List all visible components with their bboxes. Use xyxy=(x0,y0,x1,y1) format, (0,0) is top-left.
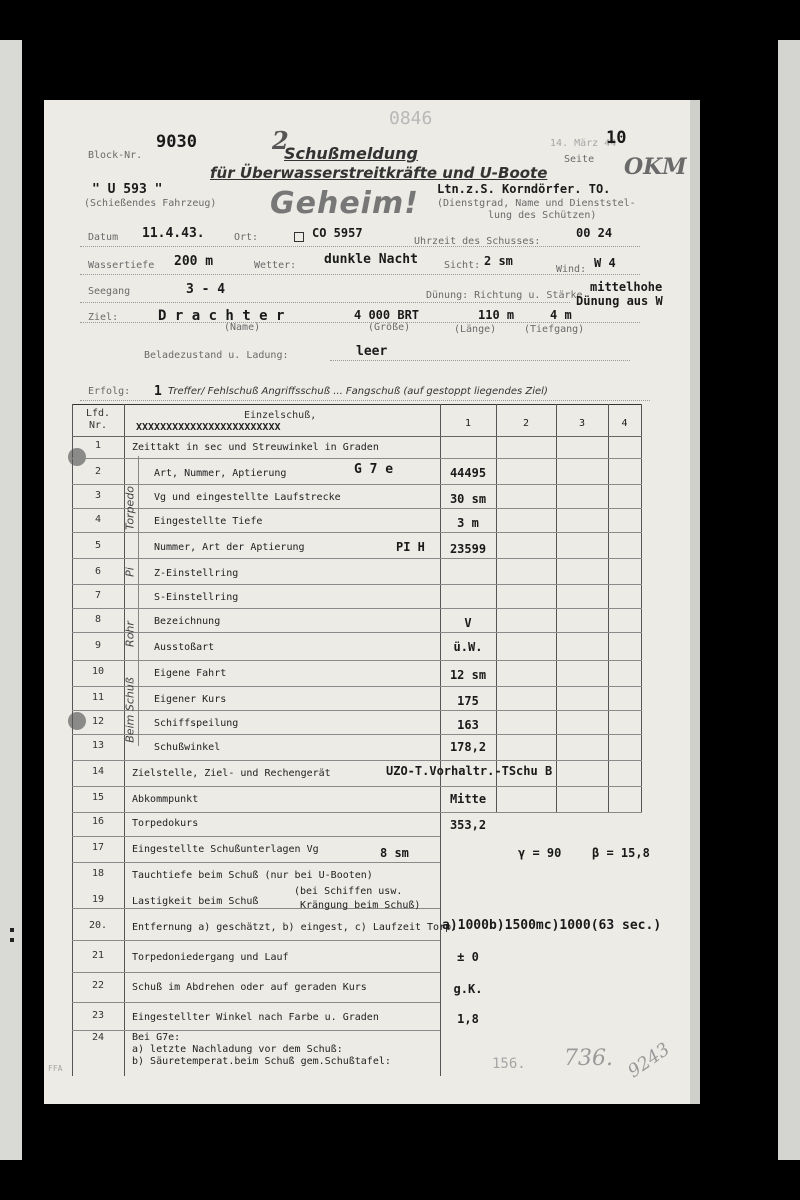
shooter-name: Ltn.z.S. Korndörfer. TO. xyxy=(437,182,611,196)
col-desc-header-1: Einzelschuß, xyxy=(244,410,317,421)
row-label: Lastigkeit beim Schuß xyxy=(132,896,259,907)
row-number: 18 xyxy=(91,868,105,879)
erfolg-options: Treffer/ Fehlschuß Angriffsschuß ... Fangschuß (auf gestoppt liegendes Ziel) xyxy=(168,386,548,397)
row-value: 175 xyxy=(457,694,479,708)
datum-label: Datum xyxy=(88,232,119,243)
ziel-laenge: 110 m xyxy=(478,308,515,322)
row-divider xyxy=(72,836,440,837)
row-divider xyxy=(72,734,642,735)
form-subtitle: für Überwasserstreitkräfte und U-Boote xyxy=(210,164,548,182)
row-number: 17 xyxy=(91,842,105,853)
col-desc-header-2: XXXXXXXXXXXXXXXXXXXXXXXX xyxy=(136,422,281,433)
row-label: Z-Einstellring xyxy=(154,568,239,579)
group-label-beim-schuss: Beim Schuß xyxy=(123,677,137,743)
row-label: Abkommpunkt xyxy=(132,794,199,805)
row-label: Eigene Fahrt xyxy=(154,668,227,679)
row-label: Tauchtiefe beim Schuß (nur bei U-Booten) xyxy=(132,870,373,881)
row-number: 24 xyxy=(91,1032,105,1043)
ziel-tiefgang: 4 m xyxy=(550,308,572,322)
ort-value: CO 5957 xyxy=(312,226,363,240)
vessel-name: " U 593 " xyxy=(92,182,163,197)
row-divider xyxy=(72,484,642,485)
row-label: Ausstoßart xyxy=(154,642,215,653)
film-strip-right xyxy=(778,40,800,1160)
row-label: Zielstelle, Ziel- und Rechengerät xyxy=(132,768,331,779)
ziel-name-label: (Name) xyxy=(224,322,261,333)
row-label: Eingestellte Tiefe xyxy=(154,516,263,527)
row-value: 12 sm xyxy=(449,668,487,682)
row-value: ± 0 xyxy=(457,950,479,964)
row-divider xyxy=(72,584,642,585)
row-number: 21 xyxy=(91,950,105,961)
row-number: 9 xyxy=(94,640,102,651)
row-number: 12 xyxy=(91,716,105,727)
row-label: Eingestellte Schußunterlagen Vg xyxy=(132,844,319,855)
row-value: 178,2 xyxy=(449,740,487,754)
row-number: 20. xyxy=(88,920,108,931)
okm-mark: OKM xyxy=(624,154,687,180)
wetter-label: Wetter: xyxy=(254,260,297,271)
duenung-label: Dünung: Richtung u. Stärke xyxy=(426,290,583,301)
row-divider xyxy=(72,1002,440,1003)
received-stamp: 14. März 44 xyxy=(550,138,617,149)
row-label: Torpedoniedergang und Lauf xyxy=(132,952,289,963)
document-page xyxy=(44,100,700,1104)
row-value: 30 sm xyxy=(449,492,487,506)
row-number: 3 xyxy=(94,490,102,501)
row-divider xyxy=(72,1030,440,1031)
seegang-value: 3 - 4 xyxy=(186,282,226,297)
ort-label: Ort: xyxy=(234,232,259,243)
wind-value: W 4 xyxy=(594,256,616,270)
col-nr-header-1: Lfd. xyxy=(85,408,111,419)
handwritten-two: 2 xyxy=(272,126,289,155)
shooter-label-1: (Dienstgrad, Name und Dienststel- xyxy=(437,198,636,209)
ziel-name: D r a c h t e r xyxy=(158,308,285,324)
ziel-groesse-label: (Größe) xyxy=(368,322,411,333)
row-extra: UZO-T.Vorhaltr.-TSchu B xyxy=(386,764,553,778)
row-divider xyxy=(72,812,642,813)
row-label: Bei G7e: xyxy=(132,1032,181,1043)
handwritten-736: 736. xyxy=(564,1046,613,1071)
seegang-label: Seegang xyxy=(88,286,131,297)
ort-box xyxy=(294,232,304,242)
dotted-line xyxy=(80,246,640,247)
sicht-value: 2 sm xyxy=(484,254,513,268)
row-number: 16 xyxy=(91,816,105,827)
row-label: Schiffspeilung xyxy=(154,718,239,729)
row-label-b1: a) letzte Nachladung vor dem Schuß: xyxy=(132,1044,343,1055)
wind-label: Wind: xyxy=(556,264,587,275)
row-divider xyxy=(72,608,642,609)
ziel-groesse: 4 000 BRT xyxy=(354,308,420,322)
row-divider xyxy=(72,532,642,533)
row-divider xyxy=(72,786,642,787)
film-mark xyxy=(10,938,14,942)
row-divider xyxy=(72,940,440,941)
erfolg-count: 1 xyxy=(154,384,162,399)
row-divider xyxy=(72,972,440,973)
row-label: Nummer, Art der Aptierung xyxy=(154,542,305,553)
row-divider xyxy=(72,710,642,711)
row-label-b1: (bei Schiffen usw. xyxy=(294,886,403,897)
row-value: V xyxy=(464,616,472,630)
vessel-name-label: (Schießendes Fahrzeug) xyxy=(84,198,217,209)
form-title: Schußmeldung xyxy=(284,144,418,163)
stamp-number: 0846 xyxy=(389,108,433,129)
erfolg-label: Erfolg: xyxy=(88,386,131,397)
row-label-b2: Krängung beim Schuß) xyxy=(300,900,421,911)
row-number: 1 xyxy=(94,440,102,451)
row-value: 163 xyxy=(457,718,479,732)
page-edge xyxy=(690,100,700,1104)
row-number: 13 xyxy=(91,740,105,751)
col-2-header: 2 xyxy=(522,418,530,429)
row-label: Vg und eingestellte Laufstrecke xyxy=(154,492,341,503)
row-number: 6 xyxy=(94,566,102,577)
row-value: 3 m xyxy=(457,516,479,530)
dotted-line xyxy=(80,274,640,275)
row-label: Bezeichnung xyxy=(154,616,221,627)
row-label: Eigener Kurs xyxy=(154,694,227,705)
row-label: Eingestellter Winkel nach Farbe u. Graden xyxy=(132,1012,379,1023)
film-strip-left xyxy=(0,40,22,1160)
ziel-label: Ziel: xyxy=(88,312,119,323)
row-extra: G 7 e xyxy=(354,462,394,477)
dotted-line xyxy=(80,400,650,401)
secret-stamp: Geheim! xyxy=(270,186,419,221)
row-divider xyxy=(72,686,642,687)
ziel-tiefgang-label: (Tiefgang) xyxy=(524,324,585,335)
beladung-label: Beladezustand u. Ladung: xyxy=(144,350,289,361)
row-divider xyxy=(72,862,440,863)
group-divider xyxy=(138,456,139,746)
row-divider xyxy=(72,436,642,437)
row-extra-2: γ = 90 xyxy=(518,846,562,860)
row-divider xyxy=(72,508,642,509)
dotted-line xyxy=(330,360,630,361)
row-label: Zeittakt in sec und Streuwinkel in Graden xyxy=(132,442,379,453)
row-number: 19 xyxy=(91,894,105,905)
row-number: 5 xyxy=(94,540,102,551)
film-mark-text: FFA xyxy=(48,1064,63,1073)
film-mark xyxy=(10,928,14,932)
row-extra: 8 sm xyxy=(380,846,409,860)
row-value: Mitte xyxy=(449,792,487,806)
uhrzeit-label: Uhrzeit des Schusses: xyxy=(414,236,541,247)
wassertiefe-value: 200 m xyxy=(174,254,214,269)
duenung-value-1: mittelhohe xyxy=(590,280,663,294)
col-nr-header-2: Nr. xyxy=(88,420,108,431)
row-label: Schuß im Abdrehen oder auf geraden Kurs xyxy=(132,982,367,993)
stamp-156: 156. xyxy=(492,1056,526,1072)
row-label-b2: b) Säuretemperat.beim Schuß gem.Schußtafel: xyxy=(132,1056,391,1067)
block-nr-label: Block-Nr. xyxy=(88,150,143,161)
row-value: 353,2 xyxy=(449,818,487,832)
wetter-value: dunkle Nacht xyxy=(324,252,418,267)
datum-value: 11.4.43. xyxy=(142,226,205,241)
handwritten-9243: 9243 xyxy=(624,1038,674,1083)
row-divider xyxy=(72,558,642,559)
row-label: Art, Nummer, Aptierung xyxy=(154,468,287,479)
col-1-header: 1 xyxy=(464,418,472,429)
col-3-header: 3 xyxy=(578,418,586,429)
row-number: 10 xyxy=(91,666,105,677)
row-value: ü.W. xyxy=(453,640,483,654)
row-value: 44495 xyxy=(449,466,487,480)
row-number: 4 xyxy=(94,514,102,525)
row-divider xyxy=(72,760,642,761)
beladung-value: leer xyxy=(356,344,388,359)
dotted-line xyxy=(80,322,640,323)
duenung-value-2: Dünung aus W xyxy=(576,294,663,308)
row-number: 7 xyxy=(94,590,102,601)
row-label: S-Einstellring xyxy=(154,592,239,603)
row-number: 22 xyxy=(91,980,105,991)
wassertiefe-label: Wassertiefe xyxy=(88,260,155,271)
row-label: Schußwinkel xyxy=(154,742,221,753)
row-label: Entfernung a) geschätzt, b) eingest, c) Laufzeit Torp. xyxy=(132,922,458,933)
group-label-rohr: Rohr xyxy=(123,621,137,647)
uhrzeit-value: 00 24 xyxy=(576,226,613,240)
group-label-torpedo: Torpedo xyxy=(123,485,137,531)
sicht-label: Sicht: xyxy=(444,260,481,271)
block-nr-value: 9030 xyxy=(156,132,197,152)
row-number: 8 xyxy=(94,614,102,625)
row-value: g.K. xyxy=(453,982,483,996)
row-number: 11 xyxy=(91,692,105,703)
row-value: 23599 xyxy=(449,542,487,556)
row-extra-3: β = 15,8 xyxy=(592,846,650,860)
row-number: 14 xyxy=(91,766,105,777)
row-divider xyxy=(72,458,642,459)
row-value: 1,8 xyxy=(457,1012,479,1026)
row-number: 15 xyxy=(91,792,105,803)
row-label: Torpedokurs xyxy=(132,818,199,829)
ziel-laenge-label: (Länge) xyxy=(454,324,497,335)
row-divider xyxy=(72,660,642,661)
row-value: a)1000b)1500mc)1000(63 sec.) xyxy=(442,918,662,933)
page-number: 10 xyxy=(606,128,627,148)
row-number: 2 xyxy=(94,466,102,477)
dotted-line xyxy=(80,302,570,303)
shooter-label-2: lung des Schützen) xyxy=(488,210,597,221)
row-divider xyxy=(72,632,642,633)
row-extra: PI H xyxy=(396,540,425,554)
seite-label: Seite xyxy=(564,154,595,165)
col-4-header: 4 xyxy=(621,418,628,429)
row-number: 23 xyxy=(91,1010,105,1021)
group-label-pi: Pi xyxy=(123,567,137,577)
